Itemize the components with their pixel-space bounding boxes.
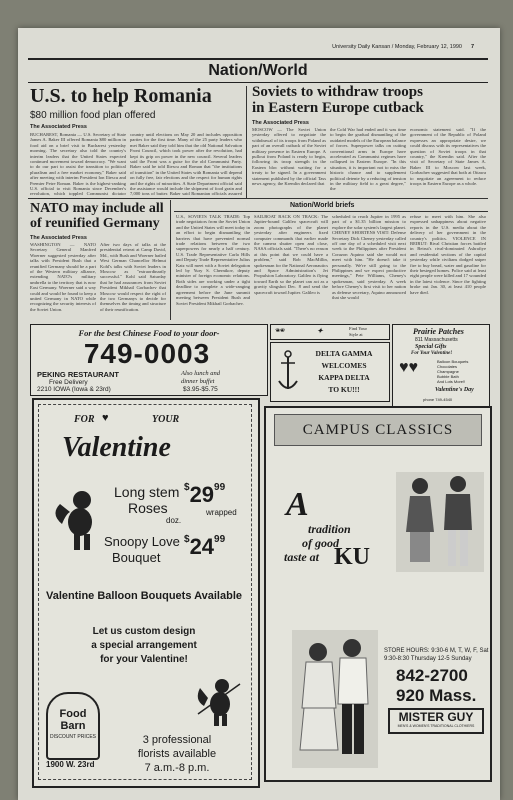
horizontal-rule (28, 198, 488, 199)
tradition-line-2: of good (302, 536, 339, 550)
section-title: Nation/World (208, 62, 308, 79)
couple-photo (396, 472, 484, 572)
story-romania-subhead: $80 million food plan offered (30, 110, 156, 121)
roses-wrapped: wrapped (206, 508, 237, 517)
briefs-rule (174, 211, 488, 212)
snoopy-price-cents: 99 (214, 534, 226, 545)
peking-address: 2210 IOWA (Iowa & 23rd) (37, 386, 111, 393)
section-banner (28, 58, 488, 83)
briefs-column-4: refuse to meet with him. She also expressed unhappiness about negative reports in the U.S. media about the delivery of her government in the country's politics. VIOLENCE IN BEIRUT: Rival Christian forces battled in Beirut's rival-dominated Ashrafiye and residential sections of the capital yesterday while civilians dodged sniper fire to buy bread, water and gasoline for their besieged homes. Police said at least eight people were killed and 17 wounded in the latest violence. Since the fighting broke out Jan. 30, at least 410 people have died. (410, 214, 486, 295)
story-nato-column-2: After two days of talks at the presidential retreat at Camp David, Md., with Bush and Woerner hailed West German Chancellor Helmut Kohl's talks with Soviet leaders in Moscow as "extraordinarily successful." Kohl said Saturday that he had assurances from Soviet President Mikhail Gorbachev that Moscow would respect the right of the two Germanys to decide for themselves the timing and structure of their reunification. (100, 242, 166, 312)
valentine-your: YOUR (152, 414, 180, 425)
roses-price-cents: 99 (214, 482, 226, 493)
roses-price-dollars: 29 (189, 482, 215, 507)
story-soviets-column-2: the Cold War had ended and it was time to begin the gradual dismantling of the outdated models of the European balance of forces. Superpower talks on cutting conventional arms in Europe have accelerated as Communist regimes have collapsed in Eastern Europe. "In this situation, it is important not to miss the historic chance and to supplement political detente by a reducing of tension in the military field to a great degree," the (330, 127, 406, 192)
prairie-items (437, 359, 487, 384)
story-soviets-headline-2: in Eastern Europe cutback (252, 100, 424, 116)
prairie-item: Balloon Bouquets (437, 359, 469, 364)
story-soviets-byline: The Associated Press (252, 120, 309, 126)
roses-dozen: doz. (166, 516, 182, 525)
roses-label-1: Long stem (114, 484, 180, 500)
peking-delivery: Free Delivery (49, 379, 88, 386)
prairie-phone: phone 749-4540 (423, 397, 453, 402)
strip-logo-icon: ✦ (317, 327, 323, 335)
anchor-icon (277, 349, 299, 395)
prairie-for: For Your Valentine! (411, 351, 453, 356)
column-rule (246, 86, 247, 198)
story-nato-headline-1: NATO may include all (30, 201, 164, 216)
mister-guy-name: MISTER GUY (398, 710, 474, 724)
peking-buffet: dinner buffet (181, 378, 215, 385)
strip-text-2: Style at (349, 332, 363, 337)
story-nato-byline: The Associated Press (30, 235, 87, 241)
running-head (18, 30, 500, 50)
roses-price (184, 482, 225, 508)
custom-line-3: for your Valentine! (100, 654, 188, 665)
balloons-available: Valentine Balloon Bouquets Available (45, 590, 242, 602)
campus-a: A (286, 486, 309, 523)
custom-line-2: a special arrangement (91, 640, 197, 651)
story-romania-byline: The Associated Press (30, 124, 87, 130)
peking-tagline: For the best Chinese Food to your door- (78, 328, 220, 338)
ad-campus-classics (264, 406, 492, 782)
delta-line-1: DELTA GAMMA (315, 349, 373, 358)
campus-title: CAMPUS CLASSICS (302, 422, 454, 438)
heart-balloons-icon: ♥♥ (399, 359, 418, 376)
prairie-item: Bubble Bath (437, 374, 459, 379)
prairie-item: And Lots More!! (437, 379, 466, 384)
story-soviets-headline-1: Soviets to withdraw troops (252, 84, 423, 100)
newspaper-page (18, 28, 500, 800)
dollar-sign: $ (184, 482, 190, 493)
ad-delta-gamma (270, 342, 390, 402)
story-nato-column-1: WASHINGTON — NATO Secretary General Manfred Woerner suggested yesterday after talks with President Bush that a reunified Germany should be a part of the Western military alliance, extending NATO's military umbrella to the territory that is now East Germany. Woerner said a way could and would be found to keep a united Germany in NATO while recognizing the security interests of the Soviet Union. (30, 242, 96, 312)
delta-line-4: TO KU!!! (328, 385, 360, 394)
ad-peking-restaurant (30, 324, 268, 396)
peking-price: $3.95-$5.75 (183, 386, 218, 393)
valentine-title: Valentine (62, 432, 171, 463)
story-romania-column-1: BUCHAREST, Romania — U.S. Secretary of State James A. Baker III offered Romania $80 million in food aid on a brief visit to Bucharest yesterday morning. The secretary also told the country's interim leaders that the United States expected continued movement toward democracy. "We want to do our part to assist the transition to political pluralism and a free market economy," Baker said after meeting with interim President Ion Iliescu and Premier Petre Roman. Baker is the highest-ranking U.S. official to visit Romania since December's revolution, which toppled Communist dictator (30, 132, 126, 196)
briefs-column-3: scheduled to reach Jupiter in 1995 as part of a $1.35 billion mission to explore the solar system's largest planet. CHENEY SHORTENS VISIT: Defense Secretary Dick Cheney yesterday called off one day of a scheduled visit next week to the Philippines after President Corazon Aquino said she would not meet with him. "He doesn't take it personally. We're still going to the Philippines and we expect productive meetings," Pete Williams, Cheney's spokesman, said yesterday. A week before Cheney's first visit to her nation as defense secretary, Aquino announced that she would (332, 214, 406, 301)
cupid-bow-icon (194, 674, 244, 728)
store-hours-1: STORE HOURS: 9:30-6 M, T, W, F, Sat (384, 648, 489, 654)
logo-food: Food (59, 708, 87, 720)
delta-line-3: KAPPA DELTA (318, 373, 370, 382)
strip-text-1: Find Your (349, 326, 368, 331)
page-number: 7 (470, 44, 474, 50)
sunglasses-icon: 🕶 (275, 326, 286, 335)
running-head-text: University Daily Kansan / Monday, February 12, 1990 (332, 44, 462, 50)
story-nato-headline-2: of reunified Germany (30, 216, 160, 231)
snoopy-price (184, 534, 225, 560)
column-rule (170, 200, 171, 320)
dollar-sign: $ (184, 534, 190, 545)
tradition-line-3: taste at (284, 550, 319, 564)
custom-line-1: Let us custom design (92, 626, 196, 637)
peking-lunch: Also lunch and (181, 370, 220, 377)
ad-food-barn-valentine (32, 398, 260, 788)
food-barn-logo (46, 692, 100, 760)
story-romania-column-2: country until elections on May 20 and includes opposition parties for the first time. Many of the 25 party leaders who met Baker said they told him that the old National Salvation Front Council, which took power after the revolution, had kept its grip on power in the new council. Several leaders said the Front was a guise for the old Communist Party. Baker said he told Iliescu and Roman that "the institutions of transition" in the United States with Romania will depend on fully free, fair elections and the respect for human rights and the rights of minorities. A State Department official said the assistance would include the shipment of food grain and 7,000 tons of butter. Baker said Romanian officials assured (130, 132, 242, 196)
mister-guy-sub: MEN'S & WOMEN'S TRADITIONAL CLOTHIERS (397, 724, 475, 728)
prairie-address: 811 Massachusetts (415, 337, 458, 343)
prairie-item: Chocolates (437, 364, 458, 369)
ad-strip (270, 324, 390, 340)
campus-title-banner (274, 414, 482, 446)
snoopy-label-2: Bouquet (112, 550, 161, 565)
food-barn-address: 1900 W. 23rd (46, 760, 95, 769)
florists-line-1: 3 professional (142, 734, 212, 746)
peking-name: PEKING RESTAURANT (37, 370, 119, 379)
roses-label-2: Roses (128, 500, 168, 516)
prairie-name: Prairie Patches (413, 327, 464, 336)
story-soviets-column-1: MOSCOW — The Soviet Union yesterday offered to negotiate the withdrawal of its troops from Poland as part of an overall cutback of the Soviet military presence in Eastern Europe. A pullout from Poland is ready to begin, following its troop strength in the Eastern bloc without waiting for a treaty to be signed. In a government statement published by the official Tass news agency, the Kremlin declared that (252, 127, 326, 187)
prairie-sign: Valentine's Day (435, 387, 474, 393)
store-hours-2: 9:30-8:30 Thursday 12-5 Sunday (384, 656, 472, 662)
briefs-column-2: SAILBOAT BACK ON TRACK: The Jupiter-bound Galileo spacecraft will zoom photographs of the planet yesterday after engineers fixed computer commands that earlier made the camera shutter open and close, NASA officials said. "There's no reason at this point that we could have a problem," said Bob MacMillin, spokesman for the National Aeronautics and Space Administration's Jet Propulsion Laboratory. Galileo is flying toward Earth so the planet can act as a gravity slingshot Dec. 8 and send the spacecraft toward Jupiter. Galileo is (254, 214, 328, 295)
mister-guy-logo (388, 708, 484, 734)
campus-address: 920 Mass. (396, 686, 477, 705)
ad-prairie-patches (392, 324, 490, 408)
peking-phone: 749-0003 (83, 338, 211, 369)
florists-hours: 7 a.m.-8 p.m. (144, 762, 210, 774)
campus-phone: 842-2700 (396, 666, 468, 685)
snoopy-label-1: Snoopy Love (104, 534, 180, 549)
story-romania-headline: U.S. to help Romania (30, 85, 212, 107)
prairie-gifts: Special Gifts (415, 344, 447, 350)
logo-barn: Barn (60, 720, 86, 732)
florists-line-2: florists available (137, 748, 217, 760)
delta-line-2: WELCOMES (321, 361, 367, 370)
couple-photo-2 (292, 630, 378, 768)
heart-icon: ♥ (102, 412, 109, 424)
cupid-icon (48, 484, 106, 556)
logo-discount: DISCOUNT PRICES (49, 734, 97, 740)
tradition-line-1: tradition (308, 522, 351, 536)
story-soviets-column-3: economic statement said. "If the government of the Republic of Poland expresses an appropriate desire, we could discuss with its representatives the question of Soviet troops in that country," the Kremlin said. After the visit of Secretary of State James A. Baker III to Moscow last week, Gorbachev suggested that both at Ottawa to negotiate an agreement to reduce troops in Eastern Europe as a whole. (410, 127, 486, 187)
briefs-title: Nation/World briefs (290, 202, 355, 209)
snoopy-price-dollars: 24 (189, 534, 215, 559)
valentine-for: FOR (74, 414, 95, 425)
prairie-item: Champagne (437, 369, 459, 374)
briefs-column-1: U.S., SOVIETS TALK TRADE: Top trade negotiators from the Soviet Union and the United States will meet today in an effort to begin dismantling the barriers that have prevented normal trade relations between the two superpowers for nearly a half century. U.S. Trade Representative Carla Hills and Deputy Trade Representative Julius Katz will meet with a Soviet delegation led by Yury S. Chernikov, deputy minister of foreign economic relations. Both sides are working under a tight deadline to complete a wide-ranging agreement before the June summit meeting between President Bush and Soviet President Mikhail Gorbachev. (176, 214, 250, 306)
tradition-ku: KU (334, 544, 370, 570)
